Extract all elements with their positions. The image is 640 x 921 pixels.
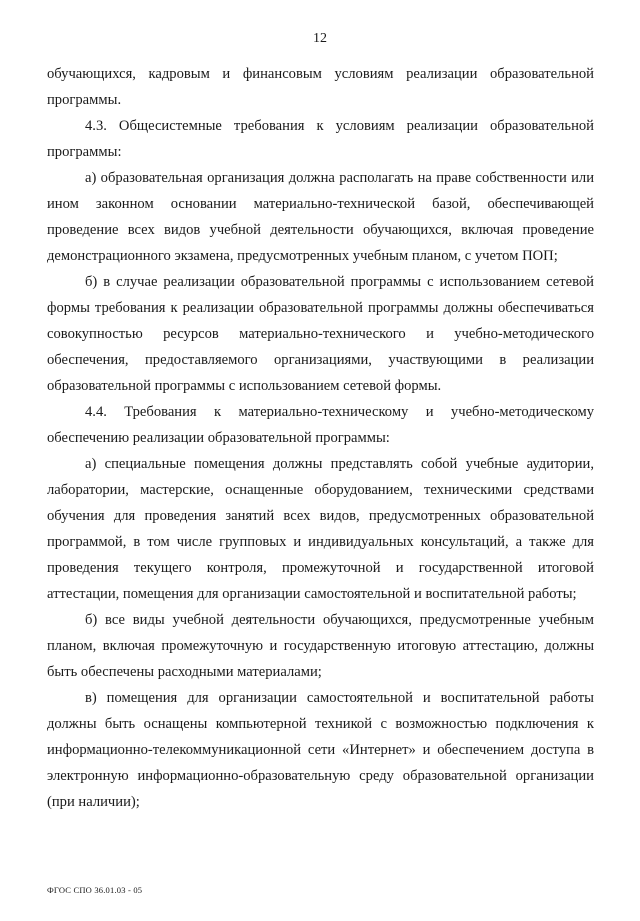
paragraph-continuation: обучающихся, кадровым и финансовым условиям реализации образовательной программы. — [47, 66, 594, 108]
paragraph-item-a: а) образовательная организация должна располагать на праве собственности или ином законном основании материально-технической базой, обеспечивающей проведение всех видов учебной деятельности обучающихся, включая проведение демонстрационного экзамена, предусмотренных учебным планом, с учетом ПОП; — [47, 170, 594, 264]
document-footer: ФГОС СПО 36.01.03 - 05 — [47, 885, 143, 895]
paragraph-section-4-3: 4.3. Общесистемные требования к условиям реализации образовательной программы: — [47, 118, 594, 160]
paragraph-section-4-4: 4.4. Требования к материально-техническому и учебно-методическому обеспечению реализации образовательной программы: — [47, 404, 594, 446]
paragraph-item-a: а) специальные помещения должны представлять собой учебные аудитории, лаборатории, мастерские, оснащенные оборудованием, техническими средствами обучения для проведения занятий всех видов, предусмотренных образовательной программой, в том числе групповых и индивидуальных консультаций, а также для проведения текущего контроля, промежуточной и государственной итоговой аттестации, помещения для организации самостоятельной и воспитательной работы; — [47, 456, 594, 602]
document-body — [47, 61, 594, 815]
page-number: 12 — [313, 31, 327, 46]
paragraph-item-v: в) помещения для организации самостоятельной и воспитательной работы должны быть оснащены компьютерной техникой с возможностью подключения к информационно-телекоммуникационной сети «Интернет» и обеспечением доступа в электронную информационно-образовательную среду образовательной организации (при наличии); — [47, 690, 594, 810]
paragraph-item-b: б) все виды учебной деятельности обучающихся, предусмотренные учебным планом, включая промежуточную и государственную итоговую аттестацию, должны быть обеспечены расходными материалами; — [47, 612, 594, 680]
paragraph-item-b: б) в случае реализации образовательной программы с использованием сетевой формы требования к реализации образовательной программы должны обеспечиваться совокупностью ресурсов материально-технического и учебно-методического обеспечения, предоставляемого организациями, участвующими в реализации образовательной программы с использованием сетевой формы. — [47, 274, 594, 394]
